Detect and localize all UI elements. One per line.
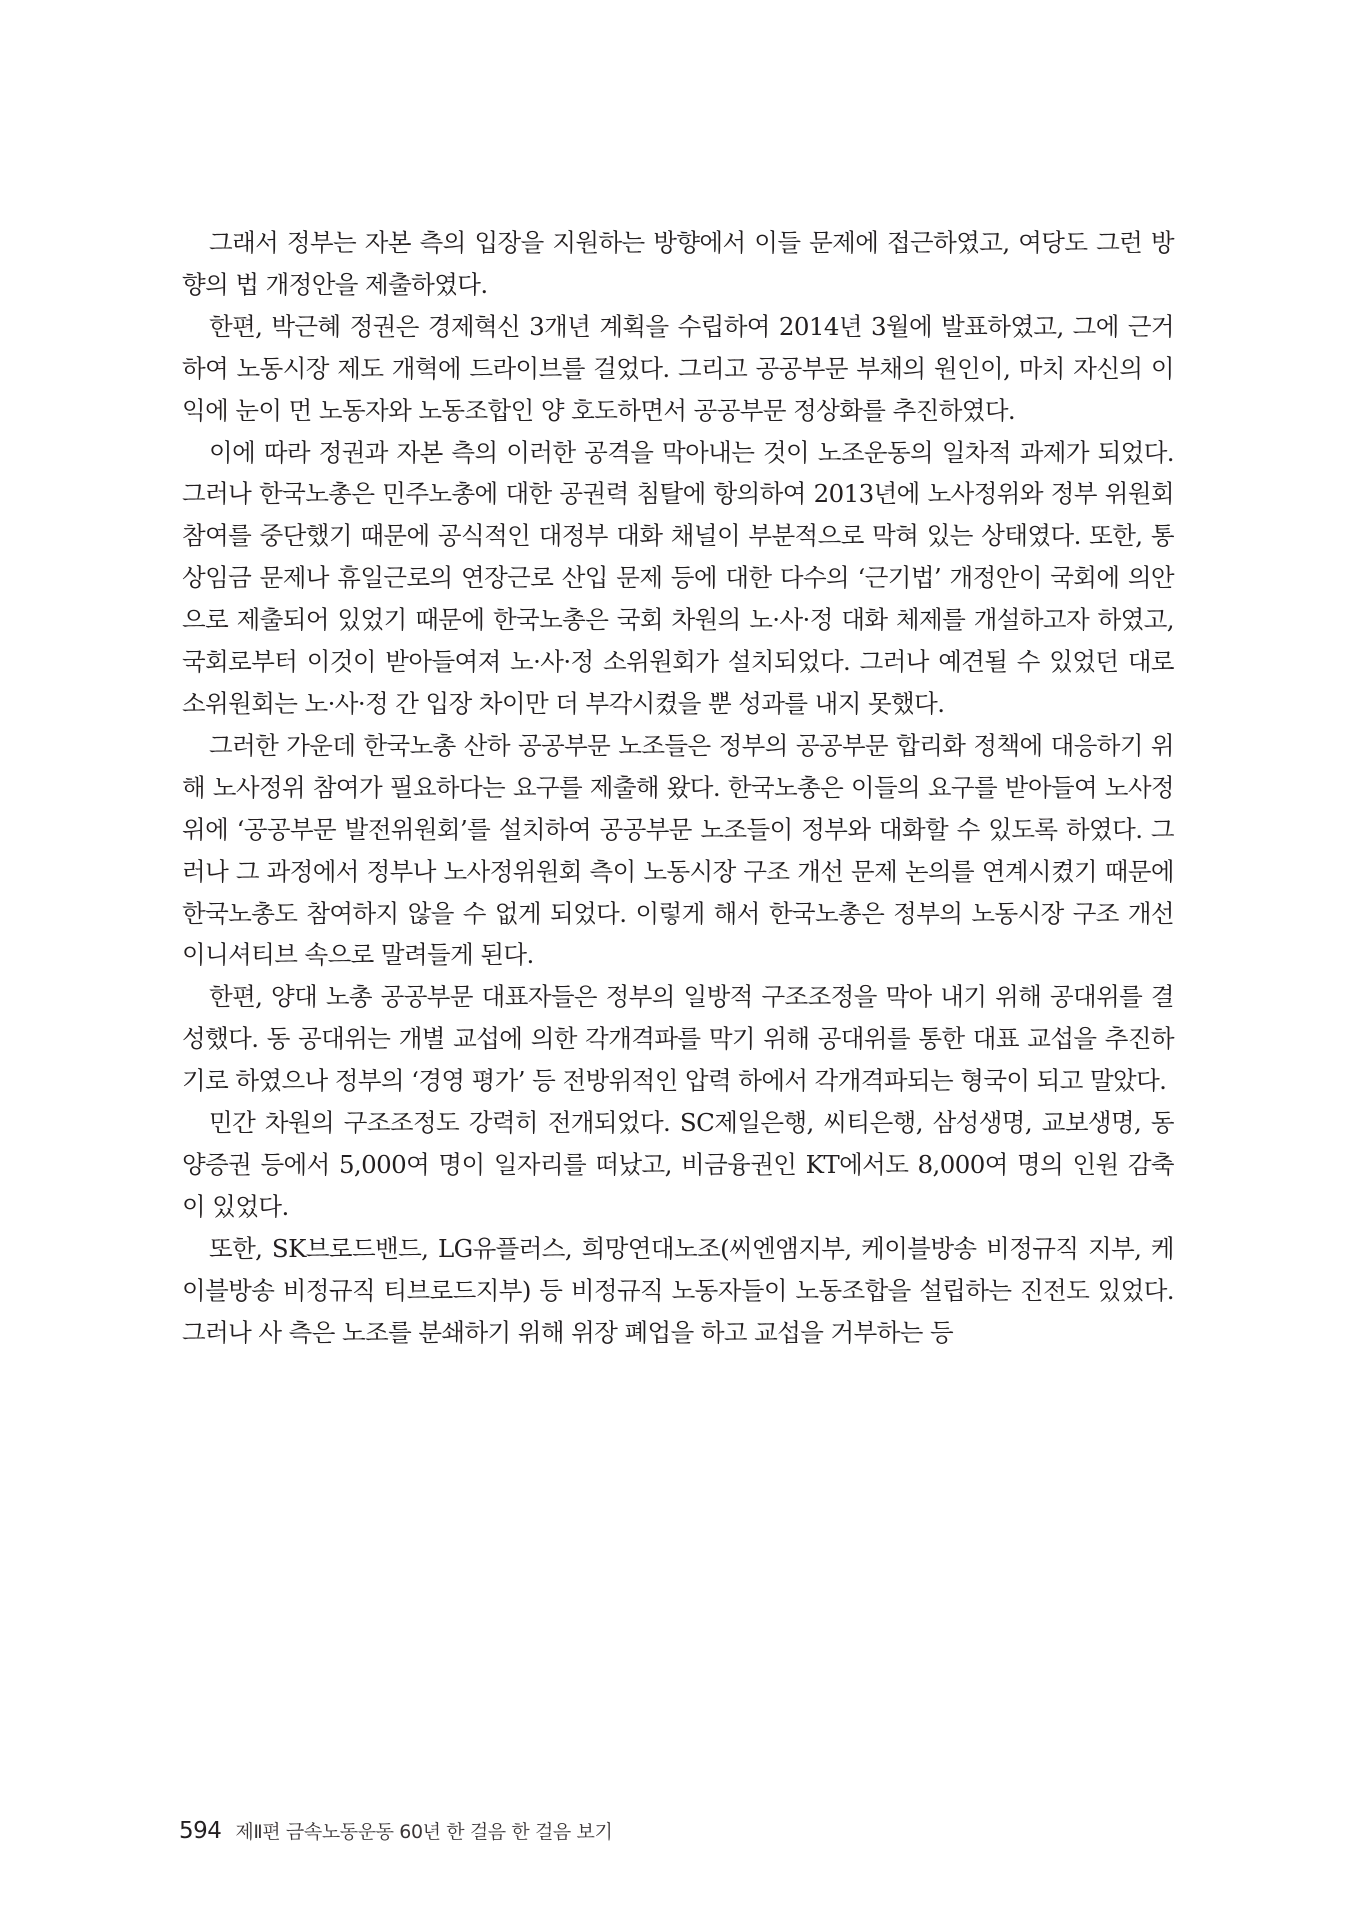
running-title: 제Ⅱ편 금속노동운동 60년 한 걸음 한 걸음 보기: [235, 1821, 613, 1843]
paragraph: 이에 따라 정권과 자본 측의 이러한 공격을 막아내는 것이 노조운동의 일차적 과제가 되었다. 그러나 한국노총은 민주노총에 대한 공권력 침탈에 항의하여 2013년에 노사정위와 정부 위원회 참여를 중단했기 때문에 공식적인 대정부 대화 채널이 부분적으로 막혀 있는 상태였다. 또한, 통상임금 문제나 휴일근로의 연장근로 산입 문제 등에 대한 다수의 ‘근기법’ 개정안이 국회에 의안으로 제출되어 있었기 때문에 한국노총은 국회 차원의 노·사·정 대화 체제를 개설하고자 하였고, 국회로부터 이것이 받아들여져 노·사·정 소위원회가 설치되었다. 그러나 예견될 수 있었던 대로 소위원회는 노·사·정 간 입장 차이만 더 부각시켰을 뿐 성과를 내지 못했다.: [182, 437, 1174, 718]
paragraph: 그러한 가운데 한국노총 산하 공공부문 노조들은 정부의 공공부문 합리화 정책에 대응하기 위해 노사정위 참여가 필요하다는 요구를 제출해 왔다. 한국노총은 이들의 요구를 받아들여 노사정위에 ‘공공부문 발전위원회’를 설치하여 공공부문 노조들이 정부와 대화할 수 있도록 하였다. 그러나 그 과정에서 정부나 노사정위원회 측이 노동시장 구조 개선 문제 논의를 연계시켰기 때문에 한국노총도 참여하지 않을 수 없게 되었다. 이렇게 해서 한국노총은 정부의 노동시장 구조 개선 이니셔티브 속으로 말려들게 된다.: [182, 730, 1174, 970]
paragraph: 그래서 정부는 자본 측의 입장을 지원하는 방향에서 이들 문제에 접근하였고, 여당도 그런 방향의 법 개정안을 제출하였다.: [182, 228, 1174, 299]
paragraph: 또한, SK브로드밴드, LG유플러스, 희망연대노조(씨엔앰지부, 케이블방송 비정규직 지부, 케이블방송 비정규직 티브로드지부) 등 비정규직 노동자들이 노동조합을 설립하는 진전도 있었다. 그러나 사 측은 노조를 분쇄하기 위해 위장 폐업을 하고 교섭을 거부하는 등: [182, 1233, 1174, 1347]
page-footer: [179, 1816, 612, 1846]
paragraph: 한편, 박근혜 정권은 경제혁신 3개년 계획을 수립하여 2014년 3월에 발표하였고, 그에 근거하여 노동시장 제도 개혁에 드라이브를 걸었다. 그리고 공공부문 부채의 원인이, 마치 자신의 이익에 눈이 먼 노동자와 노동조합인 양 호도하면서 공공부문 정상화를 추진하였다.: [182, 311, 1174, 425]
body-text: [182, 222, 1174, 1353]
paragraph: 민간 차원의 구조조정도 강력히 전개되었다. SC제일은행, 씨티은행, 삼성생명, 교보생명, 동양증권 등에서 5,000여 명이 일자리를 떠났고, 비금융권인 KT에서도 8,000여 명의 인원 감축이 있었다.: [182, 1108, 1174, 1221]
page-number: 594: [179, 1818, 222, 1844]
paragraph: 한편, 양대 노총 공공부문 대표자들은 정부의 일방적 구조조정을 막아 내기 위해 공대위를 결성했다. 동 공대위는 개별 교섭에 의한 각개격파를 막기 위해 공대위를 통한 대표 교섭을 추진하기로 하였으나 정부의 ‘경영 평가’ 등 전방위적인 압력 하에서 각개격파되는 형국이 되고 말았다.: [182, 982, 1174, 1096]
